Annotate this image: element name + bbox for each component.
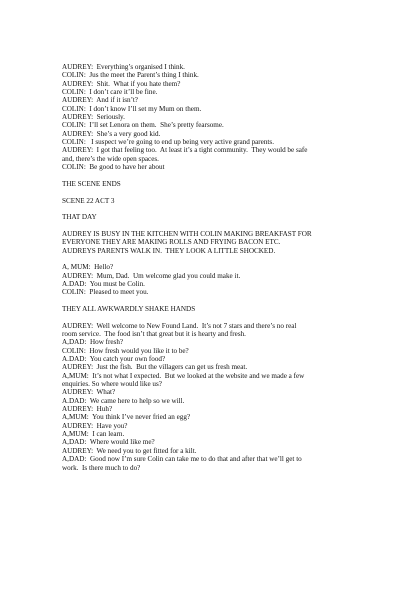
script-line: AUDREY: I got that feeling too. At least it’s a tight community. They would be safe xyxy=(62,146,308,155)
script-paragraph xyxy=(62,180,364,188)
script-line: COLIN: Be good to have her about xyxy=(62,163,165,172)
script-line: A.DAD: You catch your own food? xyxy=(62,355,166,364)
script-paragraph xyxy=(62,230,364,255)
script-paragraph xyxy=(62,213,364,221)
paragraph-gap xyxy=(62,205,364,213)
script-line: COLIN: I’ll set Lenora on them. She’s pretty fearsome. xyxy=(62,121,224,130)
script-line: COLIN: Jus the meet the Parent’s thing I think. xyxy=(62,71,199,80)
script-line: THAT DAY xyxy=(62,213,97,222)
script-paragraph xyxy=(62,63,364,171)
script-line: AUDREY: Everything’s organised I think. xyxy=(62,63,185,71)
script-line: COLIN: I don’t care it’ll be fine. xyxy=(62,88,158,97)
script-line: COLIN: I don’t know I’ll set my Mum on them. xyxy=(62,104,202,113)
script-line: THE SCENE ENDS xyxy=(62,179,121,188)
paragraph-gap xyxy=(62,297,364,305)
script-line: and, there’s the wide open spaces. xyxy=(62,154,159,163)
script-line: AUDREY: We need you to get fitted for a kilt. xyxy=(62,446,197,455)
script-line: COLIN: I suspect we’re going to end up being very active grand parents. xyxy=(62,138,274,147)
script-line: AUDREY: Just the fish. But the villagers can get us fresh meat. xyxy=(62,363,248,372)
script-line: A,MUM: It’s not what I expected. But we looked at the website and we made a few xyxy=(62,371,305,380)
script-line: COLIN: Pleased to meet you. xyxy=(62,288,149,297)
script-line: AUDREY: Seriously. xyxy=(62,113,125,122)
script-line: COLIN: How fresh would you like it to be? xyxy=(62,346,189,355)
script-line: A,DAD: Good now I’m sure Colin can take me to do that and after that we’ll get to xyxy=(62,455,302,464)
paragraph-gap xyxy=(62,222,364,230)
script-line: A,DAD: How fresh? xyxy=(62,338,124,347)
paragraph-gap xyxy=(62,171,364,179)
script-line: A,MUM: You think I’ve never fried an egg? xyxy=(62,413,191,422)
script-line: AUDREY: What? xyxy=(62,388,116,397)
script-line: room service. The food isn’t that great but it is hearty and fresh. xyxy=(62,330,246,338)
script-line: A,MUM: I can learn. xyxy=(62,430,125,439)
script-line: enquiries. So where would like us? xyxy=(62,380,162,389)
script-paragraph xyxy=(62,322,364,472)
script-line: A.DAD: We came here to help so we will. xyxy=(62,396,185,405)
script-line: AUDREY: Mum, Dad. Um welcome glad you could make it. xyxy=(62,271,241,280)
script-line: AUDREY: Have you? xyxy=(62,421,128,430)
script-line: AUDREY: Huh? xyxy=(62,405,113,414)
paragraph-gap xyxy=(62,188,364,196)
script-paragraph xyxy=(62,305,364,313)
script-paragraph xyxy=(62,263,364,296)
script-line: AUDREY: Shit. What if you hate them? xyxy=(62,79,181,88)
script-line: AUDREY: Well welcome to New Found Land. It’s not 7 stars and there’s no real xyxy=(62,321,297,330)
script-line: SCENE 22 ACT 3 xyxy=(62,196,115,205)
script-line: A, MUM: Hello? xyxy=(62,263,114,272)
script-line: A,DAD: Where would like me? xyxy=(62,438,155,447)
script-line: THEY ALL AWKWARDLY SHAKE HANDS xyxy=(62,304,196,313)
paragraph-gap xyxy=(62,313,364,321)
script-line: A.DAD: You must be Colin. xyxy=(62,279,145,288)
script-line: EVERYONE THEY ARE MAKING ROLLS AND FRYING BACON ETC. xyxy=(62,238,281,247)
script-paragraph xyxy=(62,197,364,205)
script-line: AUDREY: She’s a very good kid. xyxy=(62,129,161,138)
script-line: AUDREY: And if it isn’t? xyxy=(62,96,138,105)
paragraph-gap xyxy=(62,255,364,263)
script-line: AUDREY IS BUSY IN THE KITCHEN WITH COLIN MAKING BREAKFAST FOR xyxy=(62,229,312,238)
script-line: work. Is there much to do? xyxy=(62,463,141,472)
script-line: AUDREYS PARENTS WALK IN. THEY LOOK A LITTLE SHOCKED. xyxy=(62,246,276,255)
